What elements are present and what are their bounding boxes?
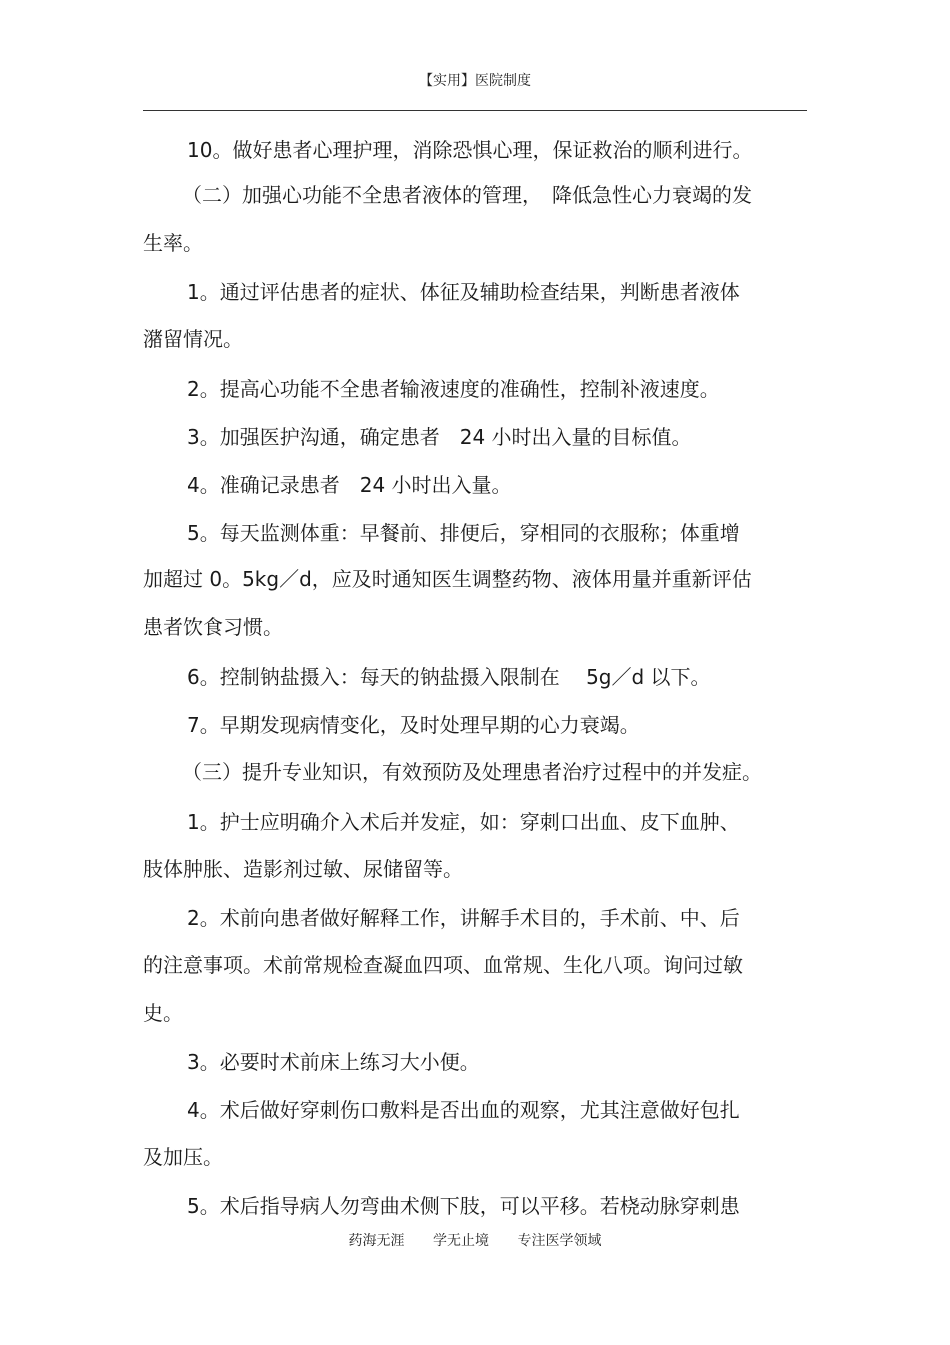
paragraph-line: 加超过 0。5kg／d，应及时通知医生调整药物、液体用量并重新评估 <box>143 567 752 591</box>
paragraph-line: 2。提高心功能不全患者输液速度的准确性，控制补液速度。 <box>187 377 720 401</box>
paragraph-line: 5。每天监测体重：早餐前、排便后，穿相同的衣服称；体重增 <box>187 521 740 545</box>
footer-motto: 专注医学领域 <box>517 1233 602 1249</box>
paragraph-line: 及加压。 <box>143 1145 223 1169</box>
paragraph-line: 生率。 <box>143 231 203 255</box>
paragraph-line: 10。做好患者心理护理，消除恐惧心理，保证救治的顺利进行。 <box>187 138 753 162</box>
paragraph-line: 1。通过评估患者的症状、体征及辅助检查结果，判断患者液体 <box>187 280 740 304</box>
paragraph-line: 4。准确记录患者 24 小时出入量。 <box>187 473 512 497</box>
paragraph-line: 4。术后做好穿刺伤口敷料是否出血的观察，尤其注意做好包扎 <box>187 1098 740 1122</box>
footer-motto: 学无止境 <box>433 1233 489 1249</box>
paragraph-line: 潴留情况。 <box>143 327 243 351</box>
page-footer <box>0 1230 950 1250</box>
footer-motto: 药海无涯 <box>348 1233 405 1249</box>
paragraph-line: 3。必要时术前床上练习大小便。 <box>187 1050 480 1074</box>
page-header: 【实用】医院制度 <box>419 73 531 89</box>
section-heading: （二）加强心功能不全患者液体的管理， 降低急性心力衰竭的发 <box>182 183 752 207</box>
paragraph-line: 5。术后指导病人勿弯曲术侧下肢，可以平移。若桡动脉穿刺患 <box>187 1194 740 1218</box>
paragraph-line: 的注意事项。术前常规检查凝血四项、血常规、生化八项。询问过敏 <box>143 953 743 977</box>
section-heading: （三）提升专业知识，有效预防及处理患者治疗过程中的并发症。 <box>182 760 762 784</box>
paragraph-line: 患者饮食习惯。 <box>143 615 283 639</box>
paragraph-line: 史。 <box>143 1001 183 1025</box>
paragraph-line: 肢体肿胀、造影剂过敏、尿储留等。 <box>143 857 463 881</box>
paragraph-line: 1。护士应明确介入术后并发症，如：穿刺口出血、皮下血肿、 <box>187 810 740 834</box>
paragraph-line: 2。术前向患者做好解释工作，讲解手术目的，手术前、中、后 <box>187 906 740 930</box>
paragraph-line: 6。控制钠盐摄入：每天的钠盐摄入限制在 5g／d 以下。 <box>187 665 711 689</box>
header-divider <box>143 110 807 111</box>
paragraph-line: 3。加强医护沟通，确定患者 24 小时出入量的目标值。 <box>187 425 692 449</box>
paragraph-line: 7。早期发现病情变化，及时处理早期的心力衰竭。 <box>187 713 640 737</box>
